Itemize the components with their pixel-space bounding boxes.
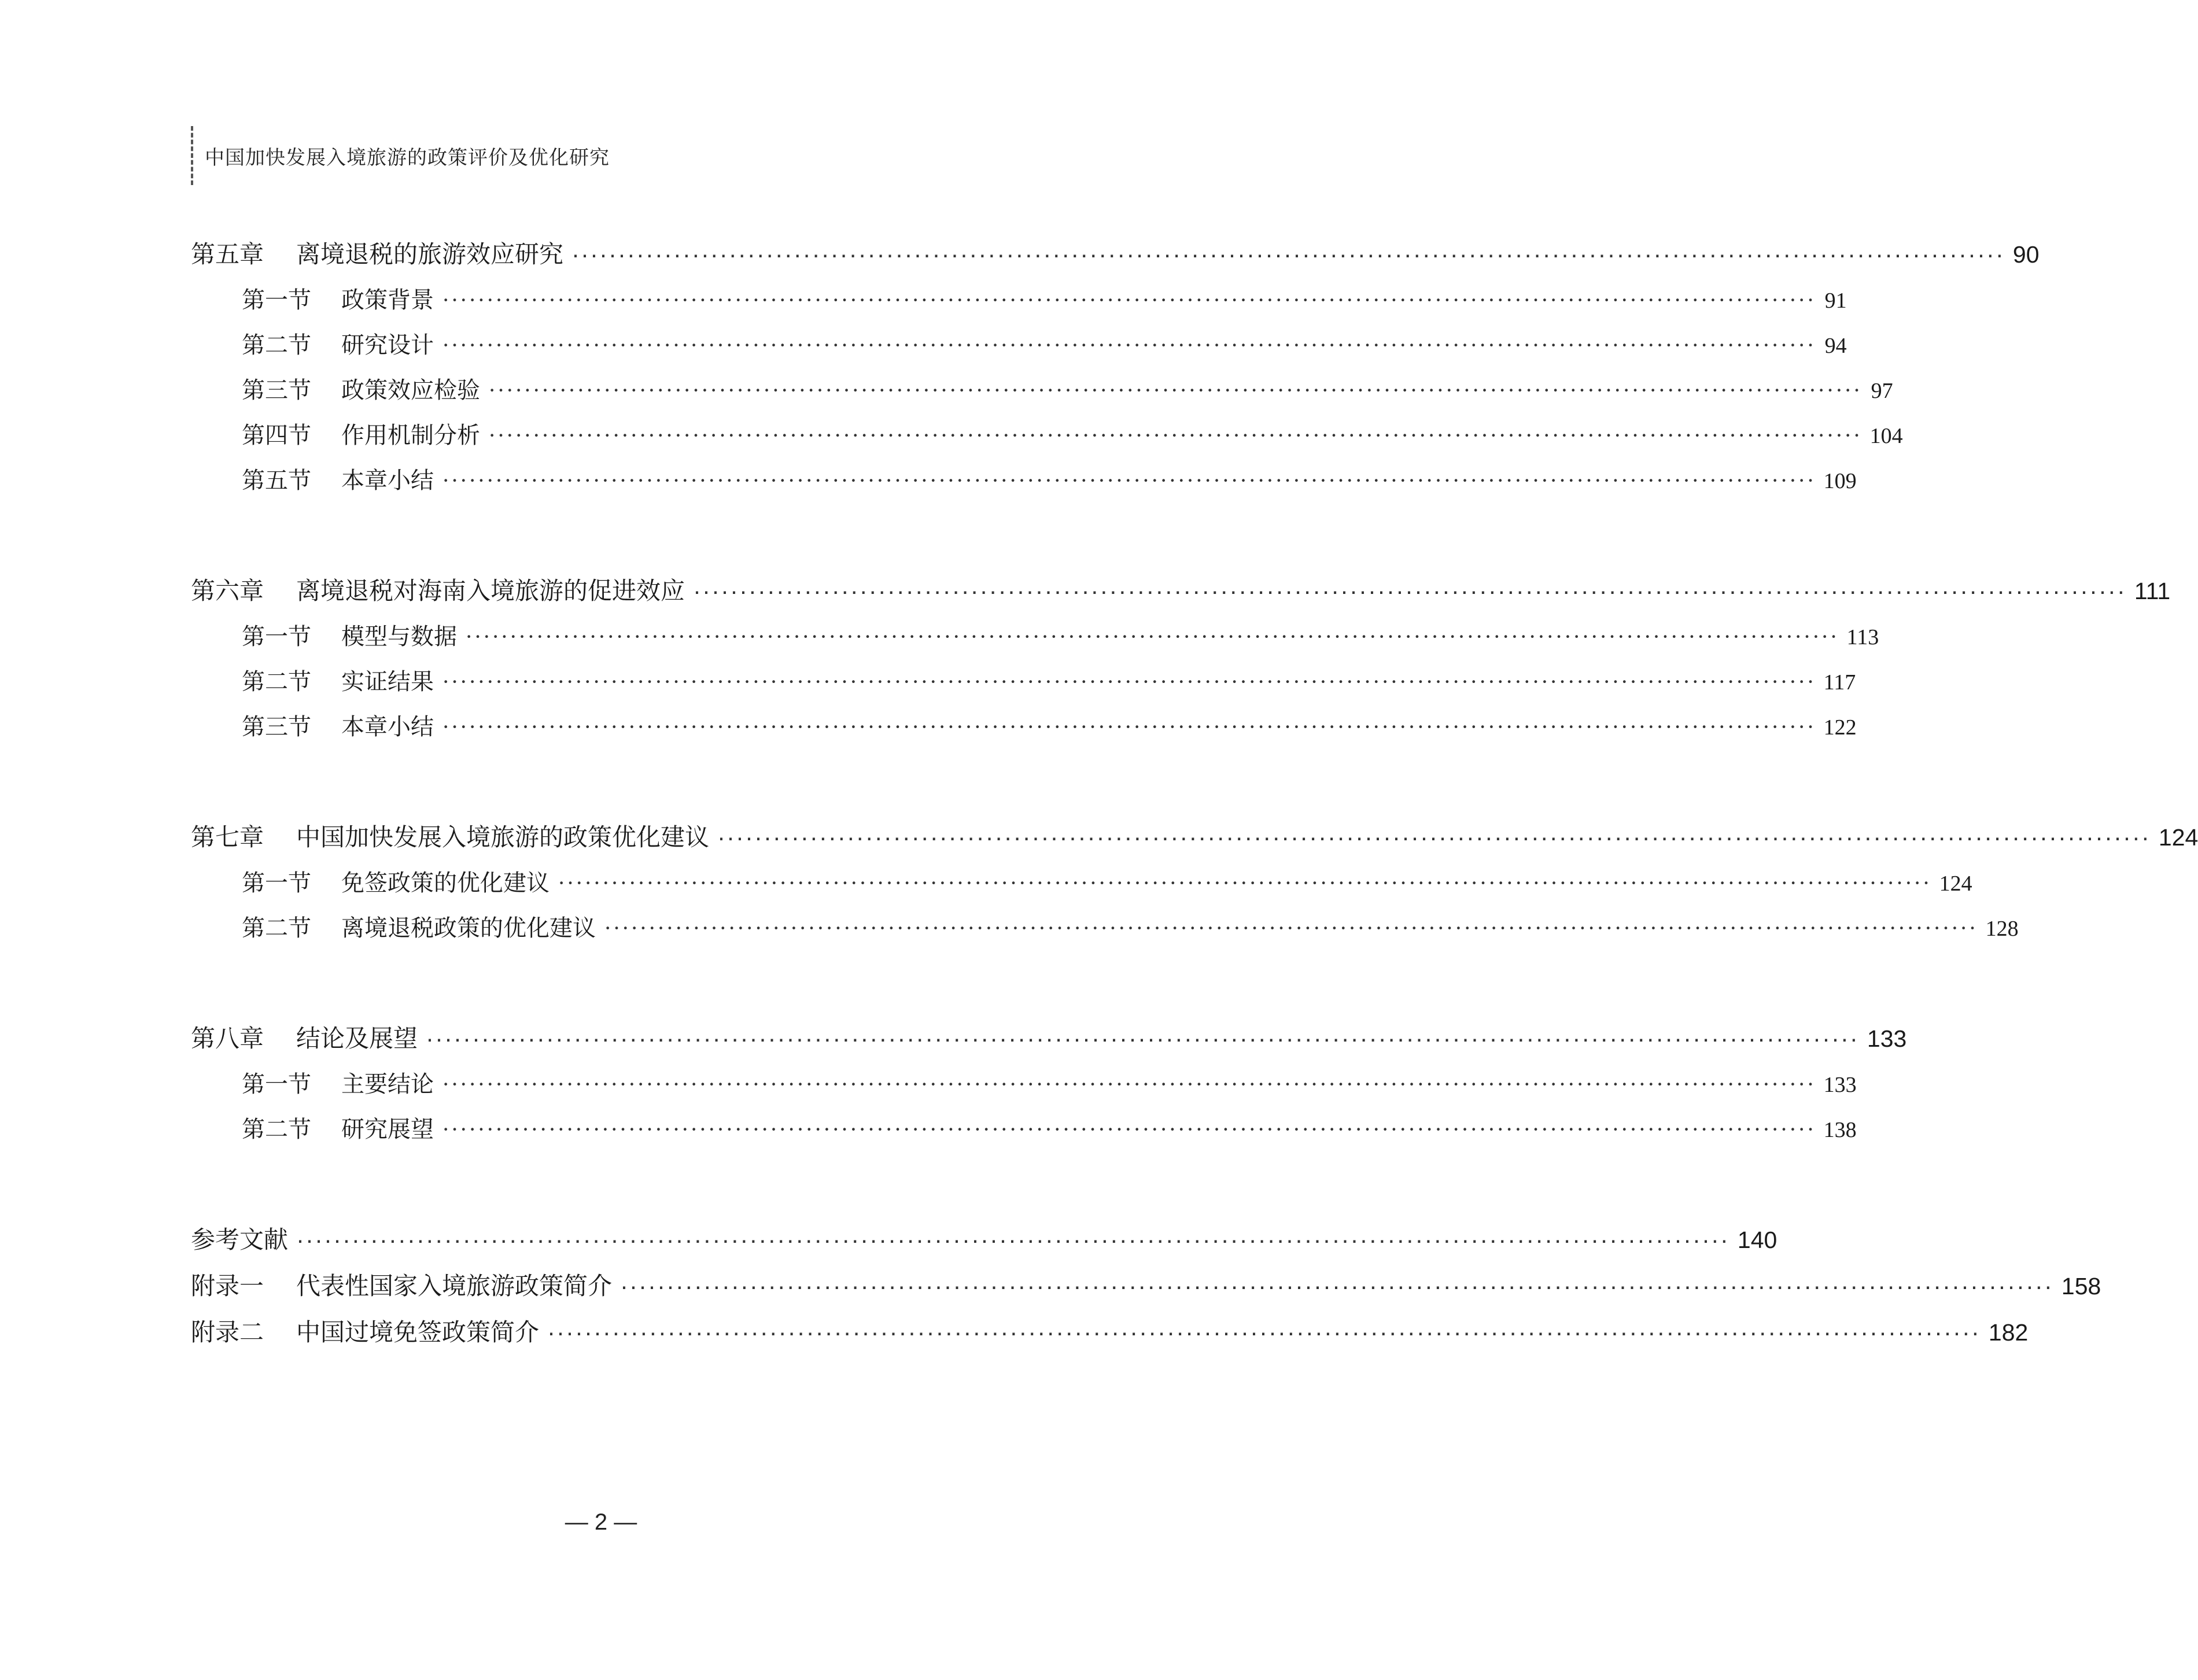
toc-chapter-7[interactable] — [191, 814, 2198, 861]
chapter-title: 离境退税的旅游效应研究 — [296, 241, 564, 268]
chapter-label: 第五章 — [191, 241, 264, 268]
appendix-page-number: 182 — [1988, 1319, 2029, 1346]
section-title: 免签政策的优化建议 — [341, 870, 550, 896]
dot-leader: ··························································································································································· — [488, 422, 1862, 448]
table-of-contents — [191, 231, 2198, 1356]
toc-section[interactable] — [191, 368, 1893, 413]
dot-leader: ··························································································································································· — [442, 332, 1816, 358]
toc-section[interactable] — [191, 861, 1972, 906]
toc-section[interactable] — [191, 1107, 1857, 1152]
toc-appendix-1[interactable] — [191, 1263, 2101, 1309]
dot-leader: ··························································································································································· — [693, 577, 2126, 604]
chapter-label: 第八章 — [191, 1025, 264, 1052]
appendix-label: 附录二 — [191, 1319, 264, 1346]
dot-leader: ··························································································································································· — [442, 669, 1816, 695]
dot-leader: ··························································································································································· — [442, 467, 1816, 493]
chapter-title: 中国加快发展入境旅游的政策优化建议 — [296, 824, 710, 851]
dot-leader: ··························································································································································· — [442, 1071, 1816, 1097]
dot-leader: ··························································································································································· — [442, 287, 1816, 313]
toc-section[interactable] — [191, 659, 1856, 704]
dot-leader: ··························································································································································· — [717, 824, 2151, 851]
section-label: 第二节 — [242, 669, 311, 695]
dot-leader: ··························································································································································· — [296, 1226, 1729, 1253]
section-title: 模型与数据 — [341, 623, 457, 649]
references-title: 参考文献 — [191, 1226, 289, 1253]
section-page-number: 113 — [1846, 625, 1879, 649]
chapter-spacer — [191, 749, 998, 814]
section-title: 政策背景 — [341, 287, 434, 313]
section-title: 本章小结 — [341, 714, 434, 740]
section-page-number: 104 — [1869, 424, 1903, 448]
section-label: 第二节 — [242, 915, 311, 941]
section-label: 第三节 — [242, 714, 311, 740]
toc-section[interactable] — [191, 278, 1847, 323]
section-title: 研究展望 — [341, 1116, 434, 1142]
section-label: 第二节 — [242, 1116, 311, 1142]
chapter-spacer — [191, 503, 998, 568]
section-page-number: 97 — [1871, 379, 1893, 403]
toc-section[interactable] — [191, 458, 1857, 503]
dot-leader: ··························································································································································· — [571, 241, 2005, 268]
section-page-number: 117 — [1823, 670, 1856, 695]
section-title: 主要结论 — [341, 1071, 434, 1097]
section-title: 作用机制分析 — [341, 422, 480, 448]
section-page-number: 109 — [1823, 469, 1857, 493]
running-head — [191, 126, 610, 185]
section-label: 第一节 — [242, 623, 311, 649]
appendix-page-number: 158 — [2061, 1273, 2101, 1299]
toc-chapter-8[interactable] — [191, 1016, 1907, 1062]
chapter-spacer — [191, 951, 998, 1016]
section-title: 实证结果 — [341, 669, 434, 695]
dot-leader: ··························································································································································· — [488, 377, 1862, 403]
section-label: 第五节 — [242, 467, 311, 493]
dot-leader: ··························································································································································· — [442, 1116, 1816, 1142]
dot-leader: ··························································································································································· — [465, 623, 1839, 649]
section-label: 第二节 — [242, 332, 311, 358]
page-number: — 2 — — [565, 1509, 637, 1535]
chapter-page-number: 124 — [2158, 824, 2198, 851]
section-title: 本章小结 — [341, 467, 434, 493]
section-title: 离境退税政策的优化建议 — [341, 915, 596, 941]
section-label: 第四节 — [242, 422, 311, 448]
appendix-title: 代表性国家入境旅游政策简介 — [296, 1272, 613, 1299]
section-page-number: 91 — [1824, 289, 1847, 313]
toc-section[interactable] — [191, 614, 1879, 659]
chapter-label: 第六章 — [191, 577, 264, 604]
section-label: 第三节 — [242, 377, 311, 403]
toc-section[interactable] — [191, 1062, 1857, 1107]
appendix-title: 中国过境免签政策简介 — [296, 1319, 540, 1346]
dot-leader: ··························································································································································· — [426, 1025, 1859, 1052]
chapter-page-number: 90 — [2012, 241, 2040, 268]
dot-leader: ··························································································································································· — [604, 915, 1978, 941]
section-label: 第一节 — [242, 870, 311, 896]
section-page-number: 138 — [1823, 1118, 1857, 1142]
toc-section[interactable] — [191, 323, 1847, 368]
section-page-number: 122 — [1823, 715, 1857, 740]
section-page-number: 128 — [1985, 917, 2019, 941]
chapter-title: 离境退税对海南入境旅游的促进效应 — [296, 577, 685, 604]
references-page-number: 140 — [1737, 1227, 1777, 1253]
toc-section[interactable] — [191, 704, 1857, 749]
toc-section[interactable] — [191, 413, 1903, 458]
section-page-number: 133 — [1823, 1073, 1857, 1097]
section-label: 第一节 — [242, 287, 311, 313]
toc-appendix-2[interactable] — [191, 1309, 2029, 1356]
chapter-title: 结论及展望 — [296, 1025, 418, 1052]
chapter-label: 第七章 — [191, 824, 264, 851]
toc-chapter-5[interactable] — [191, 231, 2040, 278]
section-page-number: 124 — [1939, 872, 1972, 896]
dot-leader: ··························································································································································· — [558, 870, 1931, 896]
chapter-page-number: 111 — [2134, 578, 2171, 604]
section-label: 第一节 — [242, 1071, 311, 1097]
toc-section[interactable] — [191, 906, 2019, 951]
section-title: 研究设计 — [341, 332, 434, 358]
chapter-spacer — [191, 1152, 998, 1217]
section-page-number: 94 — [1824, 334, 1847, 358]
toc-chapter-6[interactable] — [191, 568, 2171, 614]
dot-leader: ··························································································································································· — [620, 1272, 2053, 1299]
running-head-title: 中国加快发展入境旅游的政策评价及优化研究 — [205, 146, 610, 169]
dot-leader: ··························································································································································· — [442, 714, 1816, 740]
appendix-label: 附录一 — [191, 1272, 264, 1299]
chapter-page-number: 133 — [1867, 1025, 1907, 1052]
toc-references[interactable] — [191, 1217, 1777, 1263]
dot-leader: ··························································································································································· — [547, 1319, 1981, 1346]
section-title: 政策效应检验 — [341, 377, 480, 403]
